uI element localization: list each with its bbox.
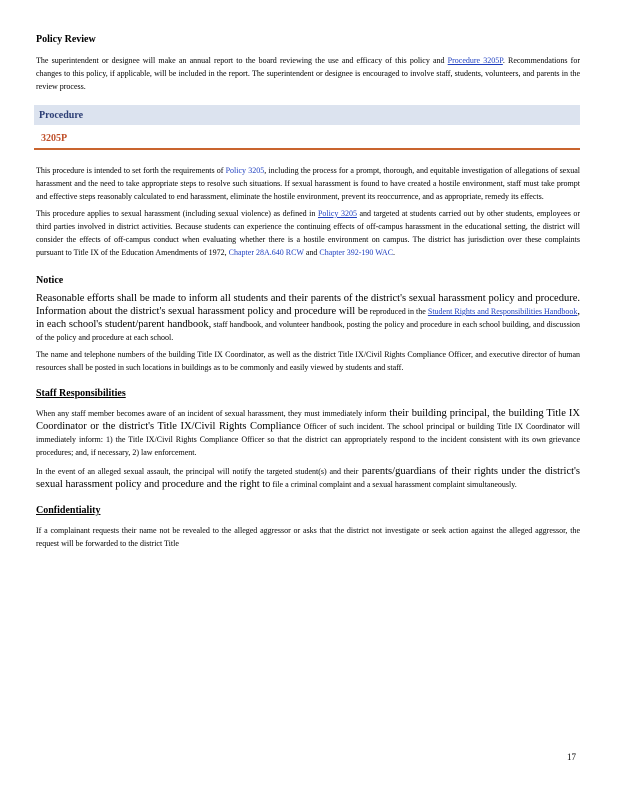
procedure-intro-paragraph bbox=[36, 164, 580, 203]
notice-posting-paragraph: The name and telephone numbers of the building Title IX Coordinator, as well as the district Title IX/Civil Rights Compliance Officer, and executive director of human resources shall be posted in such locations in buildings as to be commonly and easily viewed by students and staff. bbox=[36, 350, 580, 372]
text-run: In the event of an alleged sexual assault, the principal will notify the targeted student(s) and their bbox=[36, 467, 359, 476]
text-run: This procedure is intended to set forth the requirements of bbox=[36, 166, 226, 175]
procedure-number: 3205P bbox=[41, 133, 68, 144]
procedure-band-label: Procedure bbox=[39, 109, 84, 121]
policy-review-paragraph bbox=[36, 54, 580, 93]
staff-inform-paragraph bbox=[36, 407, 580, 459]
procedure-scope-paragraph bbox=[36, 207, 580, 259]
staff-responsibilities-heading: Staff Responsibilities bbox=[36, 388, 126, 399]
section-divider bbox=[34, 148, 580, 150]
text-run: and bbox=[303, 248, 320, 257]
notice-heading: Notice bbox=[36, 275, 64, 286]
text-run: their building principal, the building Title IX Coordinator or the district's Title IX/Civil Rights Compliance bbox=[36, 408, 580, 432]
policy-3205-link-2[interactable]: Policy 3205 bbox=[317, 209, 357, 218]
text-run: . Recommendations for changes to this policy, if applicable, will be included in the report. The superintendent or designee is encouraged to involve staff, students, volunteers, and parents in the review process. bbox=[36, 56, 581, 91]
notice-paragraph bbox=[36, 292, 580, 344]
policy-review-heading: Policy Review bbox=[36, 34, 96, 45]
text-run: Reasonable efforts shall be made to inform all students and their parents of the district's sexual harassment policy and procedure. Information about the district's sexual harassment policy and procedure will be bbox=[36, 293, 580, 317]
text-run: staff handbook, and volunteer handbook, posting the policy and procedure in each school building, and discussion of the policy and procedure at each school. bbox=[36, 320, 581, 342]
text-run: reproduced in the bbox=[367, 307, 428, 316]
confidentiality-paragraph: If a complainant requests their name not be revealed to the alleged aggressor or asks that the district not investigate or seek action against the alleged aggressor, the request will be forwarded to the district Title bbox=[36, 526, 580, 548]
student-handbook-link[interactable]: Student Rights and Responsibilities Handbook bbox=[427, 307, 578, 316]
text-run: , including the process for a prompt, thorough, and equitable investigation of allegations of sexual harassment and the need to take appropriate steps to resolve such situations. If sexual harassment is found to have created a hostile environment, staff must take prompt and effective steps reasonably calculated to end harassment, eliminate the hostile environment, prevent its reoccurrence, and as appropriate, remedy its effects. bbox=[36, 166, 581, 201]
text-run: The superintendent or designee will make an annual report to the board reviewing the use and efficacy of this policy and bbox=[36, 56, 448, 65]
text-run: , in each school's student/parent handbook, bbox=[36, 306, 580, 330]
chapter-28a640-rcw-link[interactable]: Chapter 28A.640 RCW bbox=[228, 248, 304, 257]
page-number: 17 bbox=[567, 752, 576, 762]
text-run: file a criminal complaint and a sexual harassment complaint simultaneously. bbox=[270, 480, 517, 489]
chapter-392-190-wac-link[interactable]: Chapter 392-190 WAC bbox=[319, 248, 394, 257]
confidentiality-heading: Confidentiality bbox=[36, 505, 101, 516]
procedure-3205p-link[interactable]: Procedure 3205P bbox=[447, 56, 503, 65]
text-run: Officer of such incident. The school principal or building Title IX Coordinator will immediately inform: 1) the Title IX/Civil Rights Compliance Officer so that the district can appropriately respond to the incident consistent with its own grievance procedures; and, if necessary, 2) law enforcement. bbox=[36, 422, 581, 457]
text-run: When any staff member becomes aware of an incident of sexual harassment, they must immediately inform bbox=[36, 409, 387, 418]
text-run: . bbox=[393, 248, 396, 257]
text-run: and targeted at students carried out by other students, employees or third parties involved in district activities. Because students can experience the continuing effects of off-campus harassment in the educational setting, the district will consider the effects of off-campus conduct when evaluating whether there is a hostile environment on campus. The district has jurisdiction over these complaints pursuant to Title IX of the Education Amendments of 1972, bbox=[36, 209, 581, 257]
document-page bbox=[36, 34, 580, 550]
text-run: This procedure applies to sexual harassment (including sexual violence) as defined in bbox=[36, 209, 318, 218]
staff-assault-paragraph bbox=[36, 465, 580, 491]
procedure-band bbox=[34, 105, 580, 125]
text-run: parents/guardians of their rights under the district's sexual harassment policy and procedure and the right to bbox=[36, 466, 581, 490]
policy-3205-link[interactable]: Policy 3205 bbox=[225, 166, 265, 175]
